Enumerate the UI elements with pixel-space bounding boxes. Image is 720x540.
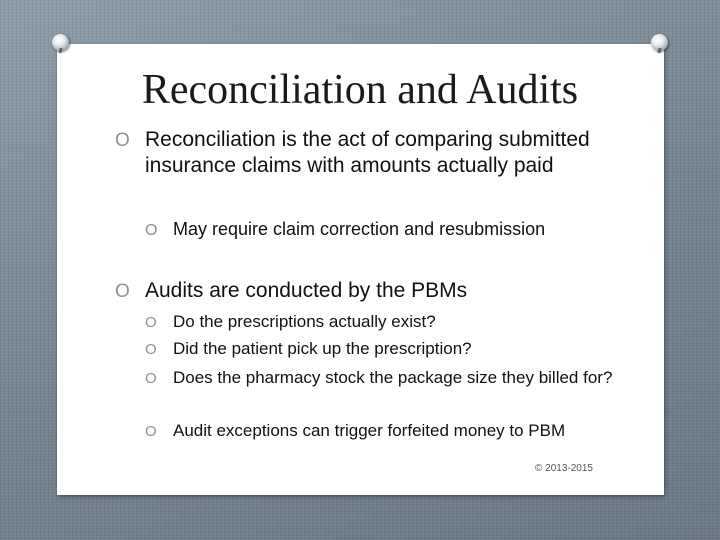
bullet-text: Audits are conducted by the PBMs (145, 279, 468, 302)
bullet-marker-icon: O (145, 341, 157, 358)
sub-bullet-audit-exceptions (145, 419, 618, 443)
pushpin-icon (52, 34, 69, 51)
bullet-text: May require claim correction and resubmission (173, 219, 546, 239)
pushpin-icon (651, 34, 668, 51)
bullet-reconciliation (115, 127, 605, 179)
bullet-marker-icon: O (145, 423, 157, 440)
bullet-text: Audit exceptions can trigger forfeited money to PBM (173, 421, 566, 440)
bullet-marker-icon: O (115, 130, 130, 151)
sub-bullet-claim-correction (145, 217, 553, 242)
sub-bullet-patient-pickup (145, 337, 643, 361)
bullet-text: Did the patient pick up the prescription? (173, 339, 472, 358)
bullet-text: Reconciliation is the act of comparing submitted insurance claims with amounts actually paid (145, 128, 590, 177)
slide-title: Reconciliation and Audits (141, 67, 579, 113)
bullet-text: Do the prescriptions actually exist? (173, 312, 436, 331)
bullet-marker-icon: O (115, 281, 130, 302)
bullet-marker-icon: O (145, 370, 157, 387)
sub-bullet-prescriptions-exist (145, 310, 643, 334)
bullet-marker-icon: O (145, 314, 157, 331)
bullet-text: Does the pharmacy stock the package size they billed for? (173, 368, 613, 387)
bullet-audits (115, 278, 605, 304)
sub-bullet-package-size (145, 366, 633, 390)
copyright-notice: © 2013-2015 (535, 463, 593, 474)
bullet-marker-icon: O (145, 222, 158, 239)
